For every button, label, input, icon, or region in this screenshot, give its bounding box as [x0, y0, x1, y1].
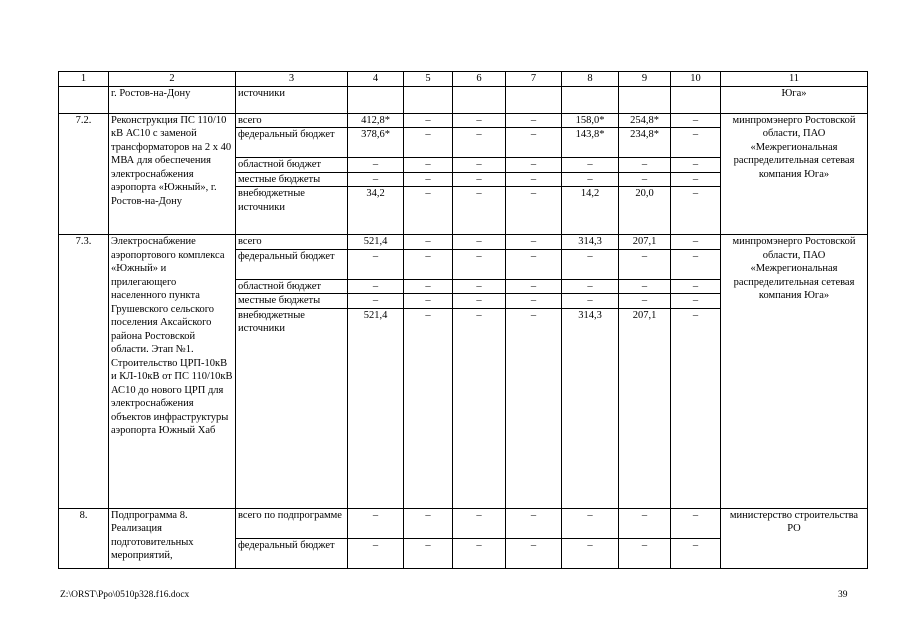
value-cell: – [348, 508, 404, 538]
value-cell: – [671, 508, 721, 538]
source-cell: внебюджетные источники [236, 308, 348, 508]
value-cell: – [506, 113, 562, 128]
value-cell: – [671, 172, 721, 187]
value-cell: – [619, 294, 671, 309]
value-cell: – [671, 249, 721, 279]
source-cell: всего по подпрограмме [236, 508, 348, 538]
value-cell: – [453, 187, 506, 235]
value-cell: – [453, 235, 506, 250]
value-cell: 158,0* [562, 113, 619, 128]
description-cell: Реконструкция ПС 110/10 кВ АС10 с заменой трансформаторов на 2 х 40 МВА для обеспечения электроснабжения аэропорта «Южный», г. Ростов-на-Дону [109, 113, 236, 235]
value-cell: 207,1 [619, 235, 671, 250]
page-number: 39 [838, 590, 848, 600]
value-cell: – [671, 113, 721, 128]
value-cell: – [404, 249, 453, 279]
table-row [59, 113, 868, 128]
col-header: 3 [236, 72, 348, 87]
value-cell: – [348, 294, 404, 309]
value-cell: – [453, 113, 506, 128]
value-cell: – [671, 235, 721, 250]
value-cell: – [562, 249, 619, 279]
value-cell: – [348, 172, 404, 187]
value-cell: – [453, 279, 506, 294]
description-cell: Электроснабжение аэропортового комплекса «Южный» и прилегающего населенного пункта Грушевского сельского поселения Аксайского района Ростовской области. Этап №1. Строительство ЦРП-10кВ и КЛ-10кВ от ПС 110/10кВ АС10 до нового ЦРП для электроснабжения объектов инфраструктуры аэропорта Южный Хаб [109, 235, 236, 509]
header-row [59, 72, 868, 87]
value-cell: 34,2 [348, 187, 404, 235]
value-cell: 143,8* [562, 128, 619, 158]
col-header: 6 [453, 72, 506, 87]
value-cell: – [562, 508, 619, 538]
value-cell: 521,4 [348, 235, 404, 250]
value-cell: – [671, 294, 721, 309]
value-cell: 20,0 [619, 187, 671, 235]
table-cell [348, 86, 404, 113]
source-cell: федеральный бюджет [236, 538, 348, 568]
executor-cell: минпромэнерго Ростовской области, ПАО «Межрегиональная распределительная сетевая компания Юга» [721, 113, 868, 235]
value-cell: – [619, 172, 671, 187]
value-cell: – [506, 538, 562, 568]
value-cell: – [506, 308, 562, 508]
item-number: 8. [59, 508, 109, 568]
executor-cell: Юга» [721, 86, 868, 113]
table-cell [453, 86, 506, 113]
source-cell: всего [236, 113, 348, 128]
table-cell [59, 86, 109, 113]
executor-cell: минпромэнерго Ростовской области, ПАО «Межрегиональная распределительная сетевая компания Юга» [721, 235, 868, 509]
value-cell: – [453, 128, 506, 158]
value-cell: – [404, 279, 453, 294]
value-cell: 314,3 [562, 235, 619, 250]
value-cell: – [506, 294, 562, 309]
table-cell [671, 86, 721, 113]
col-header: 7 [506, 72, 562, 87]
value-cell: – [506, 279, 562, 294]
value-cell: – [562, 279, 619, 294]
value-cell: 234,8* [619, 128, 671, 158]
col-header: 2 [109, 72, 236, 87]
value-cell: – [404, 235, 453, 250]
value-cell: – [404, 294, 453, 309]
value-cell: – [671, 279, 721, 294]
value-cell: – [671, 187, 721, 235]
value-cell: – [506, 187, 562, 235]
table-row [59, 508, 868, 538]
col-header: 10 [671, 72, 721, 87]
value-cell: – [562, 158, 619, 173]
value-cell: – [619, 249, 671, 279]
value-cell: – [562, 294, 619, 309]
value-cell: – [348, 249, 404, 279]
value-cell: – [671, 538, 721, 568]
item-number: 7.3. [59, 235, 109, 509]
source-cell: местные бюджеты [236, 172, 348, 187]
value-cell: 521,4 [348, 308, 404, 508]
col-header: 5 [404, 72, 453, 87]
source-cell: областной бюджет [236, 158, 348, 173]
value-cell: – [404, 172, 453, 187]
source-cell: областной бюджет [236, 279, 348, 294]
value-cell: – [453, 508, 506, 538]
value-cell: – [506, 172, 562, 187]
source-cell: всего [236, 235, 348, 250]
value-cell: 207,1 [619, 308, 671, 508]
value-cell: – [404, 308, 453, 508]
value-cell: – [562, 172, 619, 187]
value-cell: – [453, 294, 506, 309]
table-row [59, 235, 868, 250]
value-cell: – [619, 538, 671, 568]
value-cell: – [348, 538, 404, 568]
value-cell: – [619, 158, 671, 173]
value-cell: – [562, 538, 619, 568]
table-cell [404, 86, 453, 113]
source-cell: федеральный бюджет [236, 249, 348, 279]
description-cell: Подпрограмма 8. Реализация подготовительных мероприятий, [109, 508, 236, 568]
value-cell: – [453, 249, 506, 279]
source-cell: местные бюджеты [236, 294, 348, 309]
col-header: 4 [348, 72, 404, 87]
value-cell: 314,3 [562, 308, 619, 508]
source-cell: федеральный бюджет [236, 128, 348, 158]
value-cell: 412,8* [348, 113, 404, 128]
value-cell: 378,6* [348, 128, 404, 158]
value-cell: – [671, 158, 721, 173]
value-cell: – [619, 279, 671, 294]
col-header: 11 [721, 72, 868, 87]
program-table [58, 71, 868, 569]
col-header: 1 [59, 72, 109, 87]
value-cell: – [348, 158, 404, 173]
value-cell: – [619, 508, 671, 538]
value-cell: – [404, 128, 453, 158]
value-cell: – [506, 158, 562, 173]
value-cell: – [453, 158, 506, 173]
value-cell: – [506, 128, 562, 158]
description-cell: г. Ростов-на-Дону [109, 86, 236, 113]
value-cell: 254,8* [619, 113, 671, 128]
table-cell [619, 86, 671, 113]
value-cell: – [404, 113, 453, 128]
executor-cell: министерство строительства РО [721, 508, 868, 568]
table-cell [562, 86, 619, 113]
value-cell: – [506, 235, 562, 250]
value-cell: – [671, 128, 721, 158]
value-cell: – [348, 279, 404, 294]
value-cell: – [671, 308, 721, 508]
document-sheet [58, 71, 868, 569]
value-cell: – [404, 158, 453, 173]
col-header: 9 [619, 72, 671, 87]
value-cell: – [506, 249, 562, 279]
value-cell: – [404, 508, 453, 538]
item-number: 7.2. [59, 113, 109, 235]
value-cell: – [404, 538, 453, 568]
value-cell: 14,2 [562, 187, 619, 235]
file-path: Z:\ORST\Ppo\0510p328.f16.docx [60, 590, 190, 600]
source-cell: источники [236, 86, 348, 113]
table-cell [506, 86, 562, 113]
value-cell: – [404, 187, 453, 235]
value-cell: – [453, 538, 506, 568]
value-cell: – [506, 508, 562, 538]
value-cell: – [453, 172, 506, 187]
value-cell: – [453, 308, 506, 508]
col-header: 8 [562, 72, 619, 87]
continuation-row [59, 86, 868, 113]
source-cell: внебюджетные источники [236, 187, 348, 235]
